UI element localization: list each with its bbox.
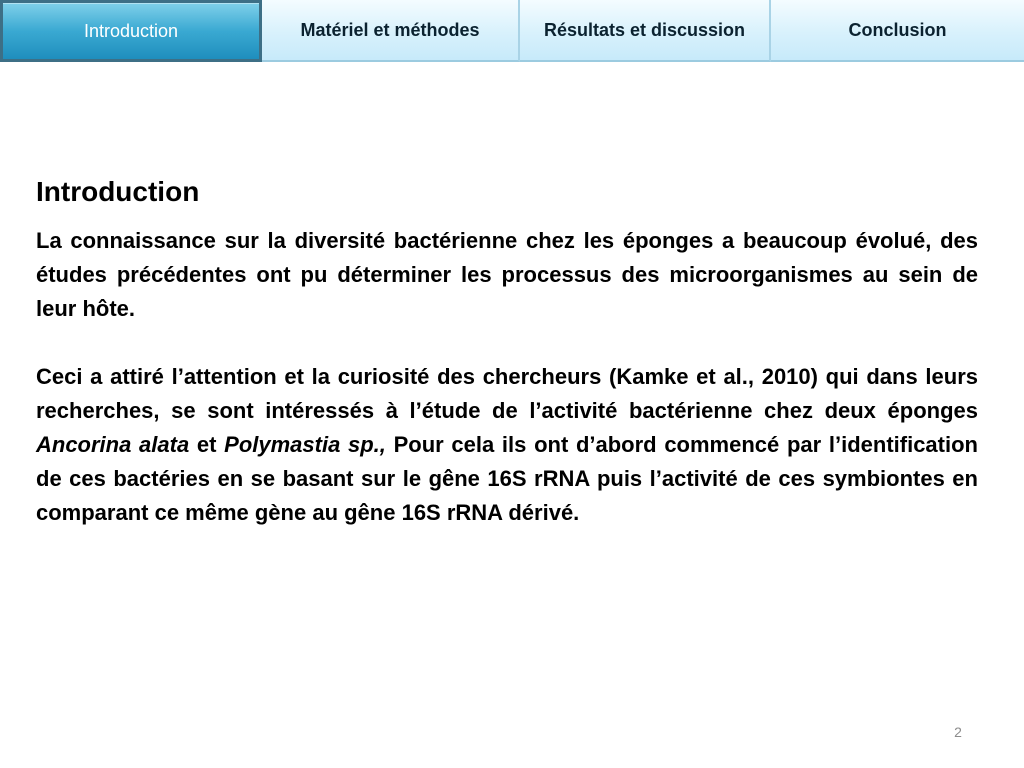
slide-heading: Introduction (36, 176, 200, 207)
slide-content (36, 172, 978, 530)
paragraph-diversity: La connaissance sur la diversité bactérienne chez les éponges a beaucoup évolué, des études précédentes ont pu déterminer les processus des microorganismes au sein de leur hôte. (36, 228, 978, 321)
tab-conclusion[interactable]: Conclusion (771, 0, 1024, 62)
tab-resultats-et-discussion[interactable]: Résultats et discussion (520, 0, 771, 62)
paragraph-research-text-1: Ceci a attiré l’attention et la curiosité des chercheurs (Kamke et al., 2010) qui dans leurs recherches, se sont intéressés à l’étude de l’activité bactérienne chez deux éponges (36, 364, 978, 423)
tab-introduction[interactable]: Introduction (0, 0, 262, 62)
page-number: 2 (954, 724, 962, 740)
species-polymastia: Polymastia sp., (224, 432, 386, 457)
paragraph-research-text-2: et (189, 432, 225, 457)
paragraph-research-text-3: Pour cela ils ont d’abord commencé par l’identification de ces bactéries en se basant sur le gêne 16S rRNA puis l’activité de ces symbiontes en comparant ce même gène au gêne 16S rRNA dérivé. (36, 432, 978, 525)
species-ancorina-alata: Ancorina alata (36, 432, 190, 457)
paragraph-research (36, 360, 978, 530)
tab-materiel-et-methodes[interactable]: Matériel et méthodes (262, 0, 520, 62)
section-navigation (0, 0, 1024, 62)
